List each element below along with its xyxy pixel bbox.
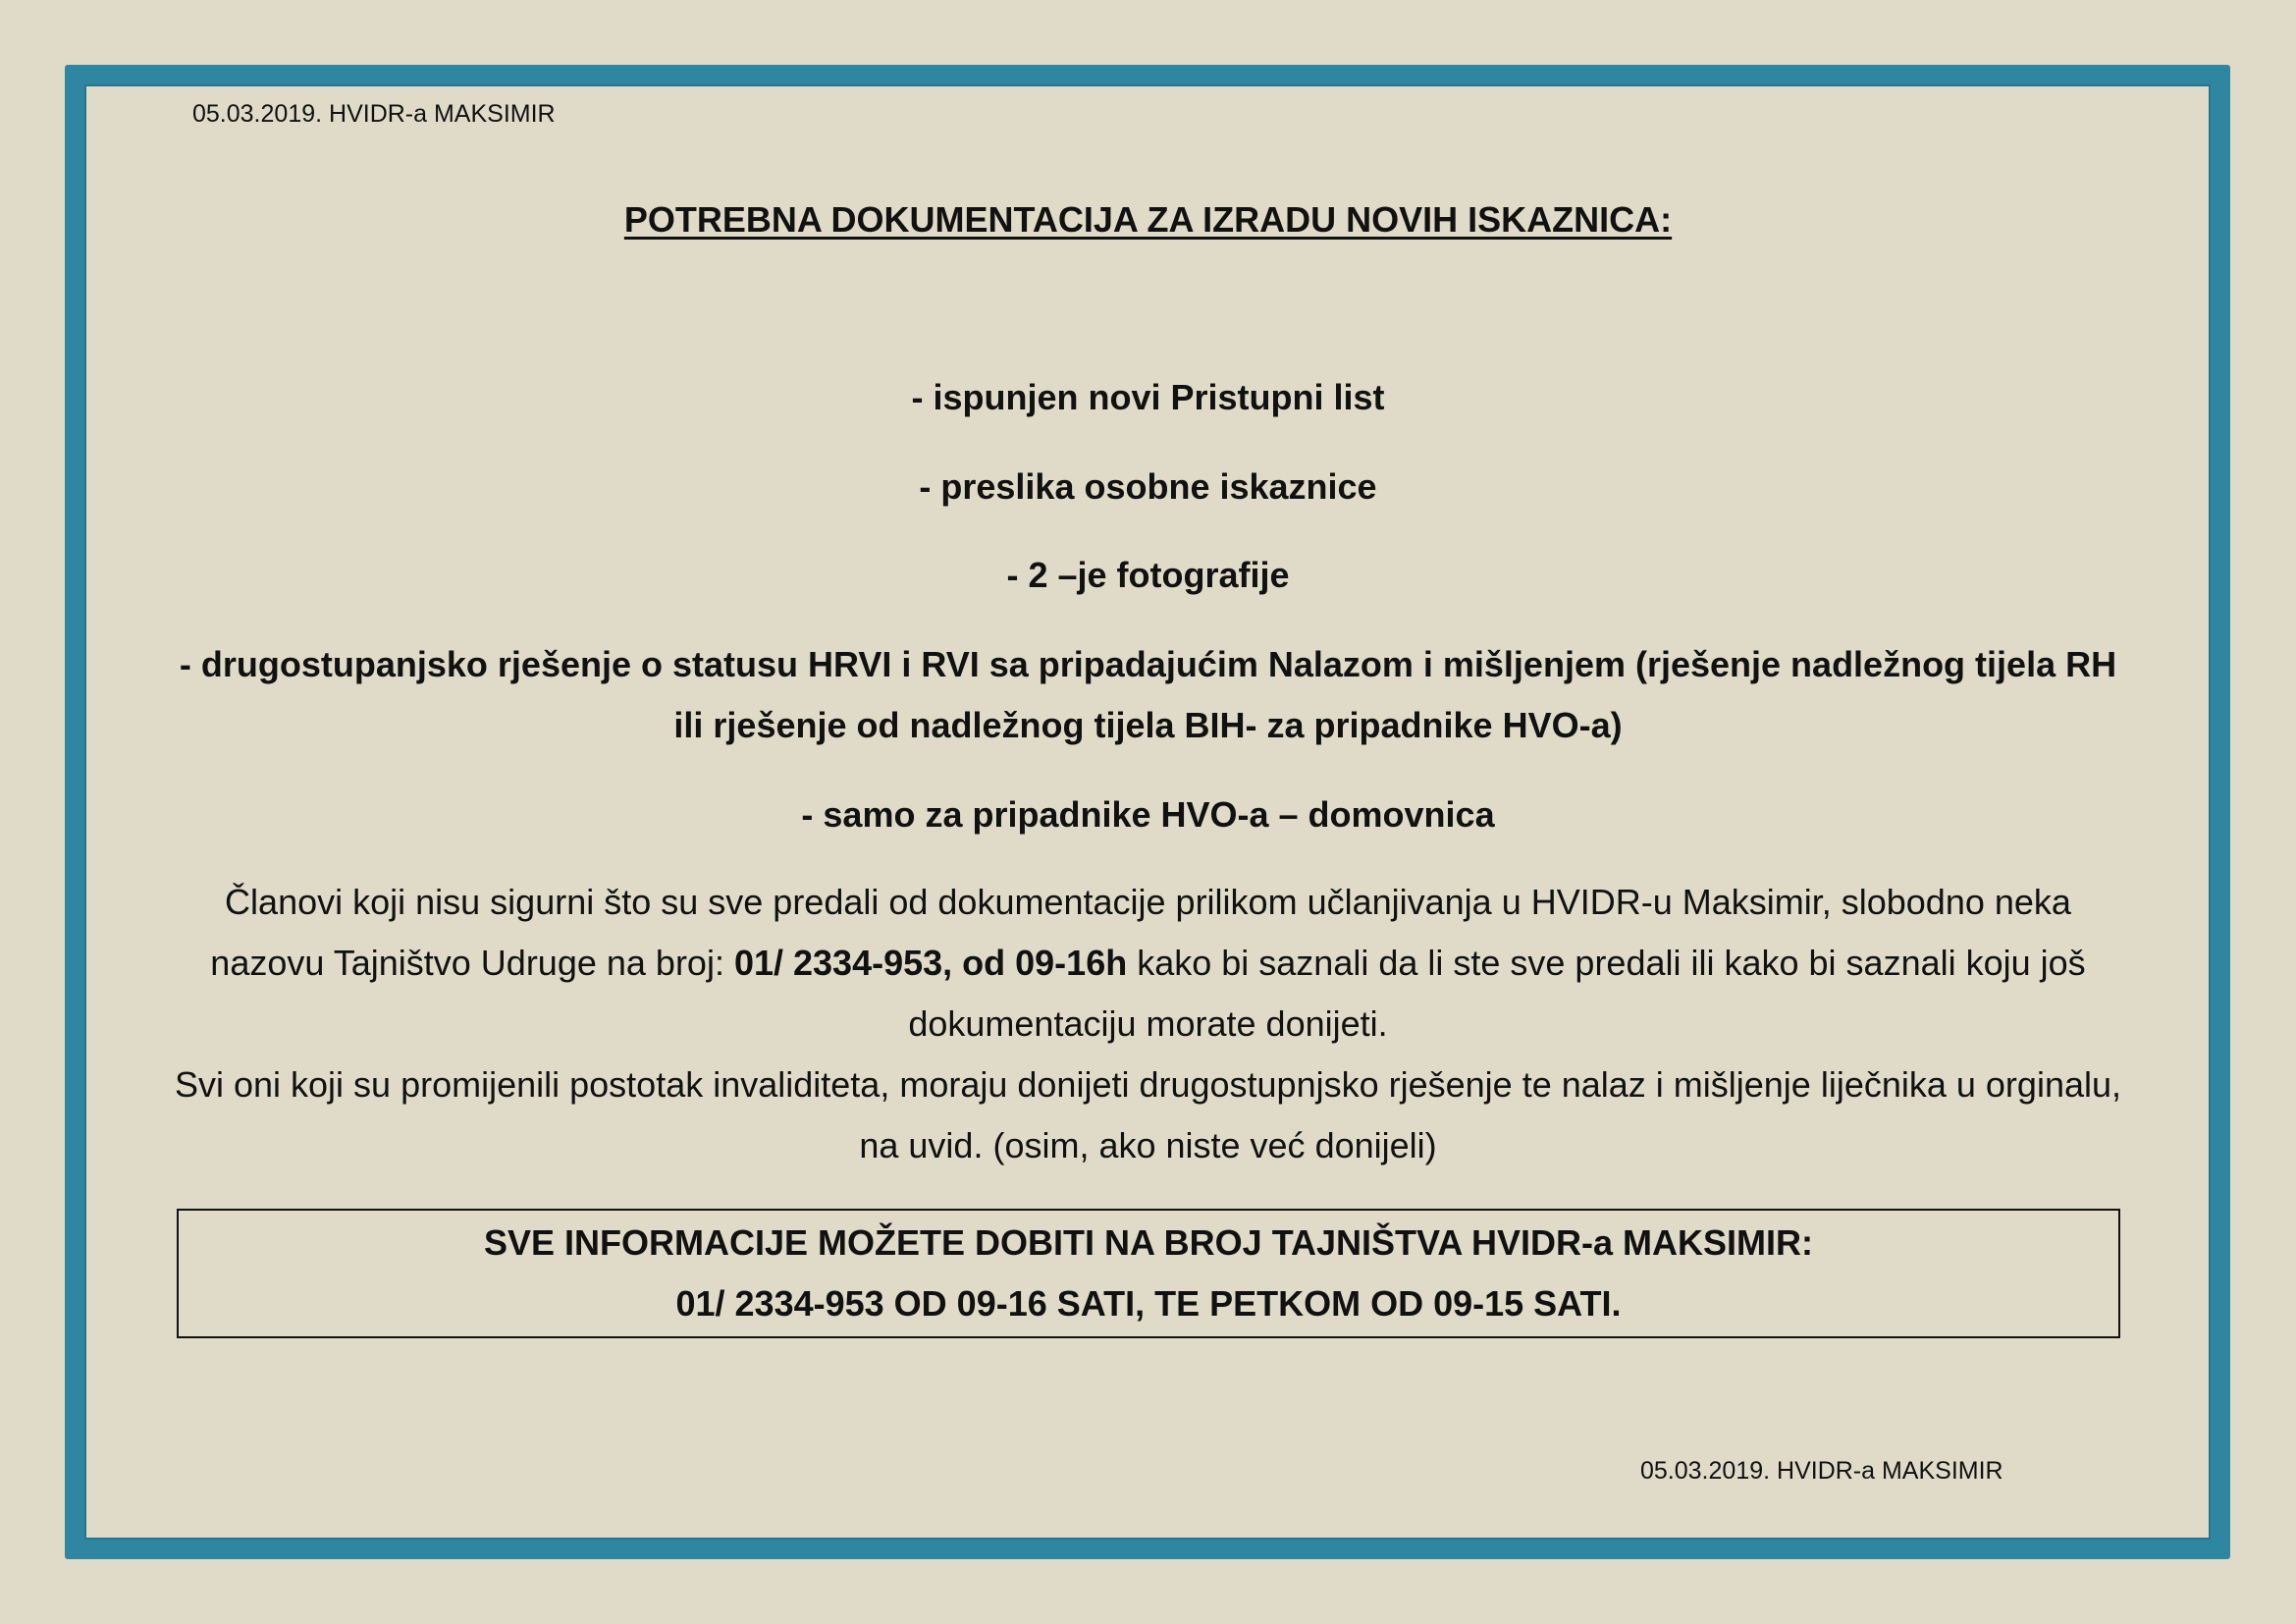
paragraph-text: Svi oni koji su promijenili postotak invaliditeta, moraju donijeti drugostupnjsko rješenje te nalaz i mišljenje liječnika u orginalu, na uvid. (osim, ako niste već donijeli): [174, 1064, 2122, 1165]
info-box-line: SVE INFORMACIJE MOŽETE DOBITI NA BROJ TAJNIŠTVA HVIDR-a MAKSIMIR:: [483, 1222, 1814, 1263]
requirement-item: - drugostupanjsko rješenje o statusu HRVI i RVI sa pripadajućim Nalazom i mišljenjem (rješenje nadležnog tijela RH ili rješenje od nadležnog tijela BIH- za pripadnike HVO-a): [179, 644, 2117, 745]
document-title: POTREBNA DOKUMENTACIJA ZA IZRADU NOVIH ISKAZNICA:: [623, 199, 1673, 240]
requirement-item: - ispunjen novi Pristupni list: [911, 377, 1385, 417]
office-hours: od 09-16h: [962, 943, 1128, 983]
requirement-item: - 2 –je fotografije: [1006, 555, 1290, 595]
requirement-item: - preslika osobne iskaznice: [919, 466, 1377, 507]
header-date-label: 05.03.2019. HVIDR-a MAKSIMIR: [192, 100, 556, 128]
contact-info-box: [177, 1209, 2120, 1338]
paragraph-separator: ,: [942, 943, 963, 983]
footer-date-label: 05.03.2019. HVIDR-a MAKSIMIR: [1640, 1457, 2003, 1485]
info-box-line: 01/ 2334-953 OD 09-16 SATI, TE PETKOM OD 09-15 SATI.: [675, 1283, 1622, 1324]
info-paragraph: [167, 872, 2129, 1176]
phone-number: 01/ 2334-953: [733, 943, 943, 983]
paragraph-text: kako bi saznali da li ste sve predali ili kako bi saznali koju još dokumentaciju morate donijeti.: [908, 943, 2086, 1044]
paragraph-text: Članovi koji nisu sigurni što su sve predali od dokumentacije prilikom učlanjivanja u HVIDR-u Maksimir, slobodno neka nazovu Tajništvo Udruge na broj:: [210, 882, 2071, 983]
requirement-item: - samo za pripadnike HVO-a – domovnica: [801, 794, 1495, 835]
